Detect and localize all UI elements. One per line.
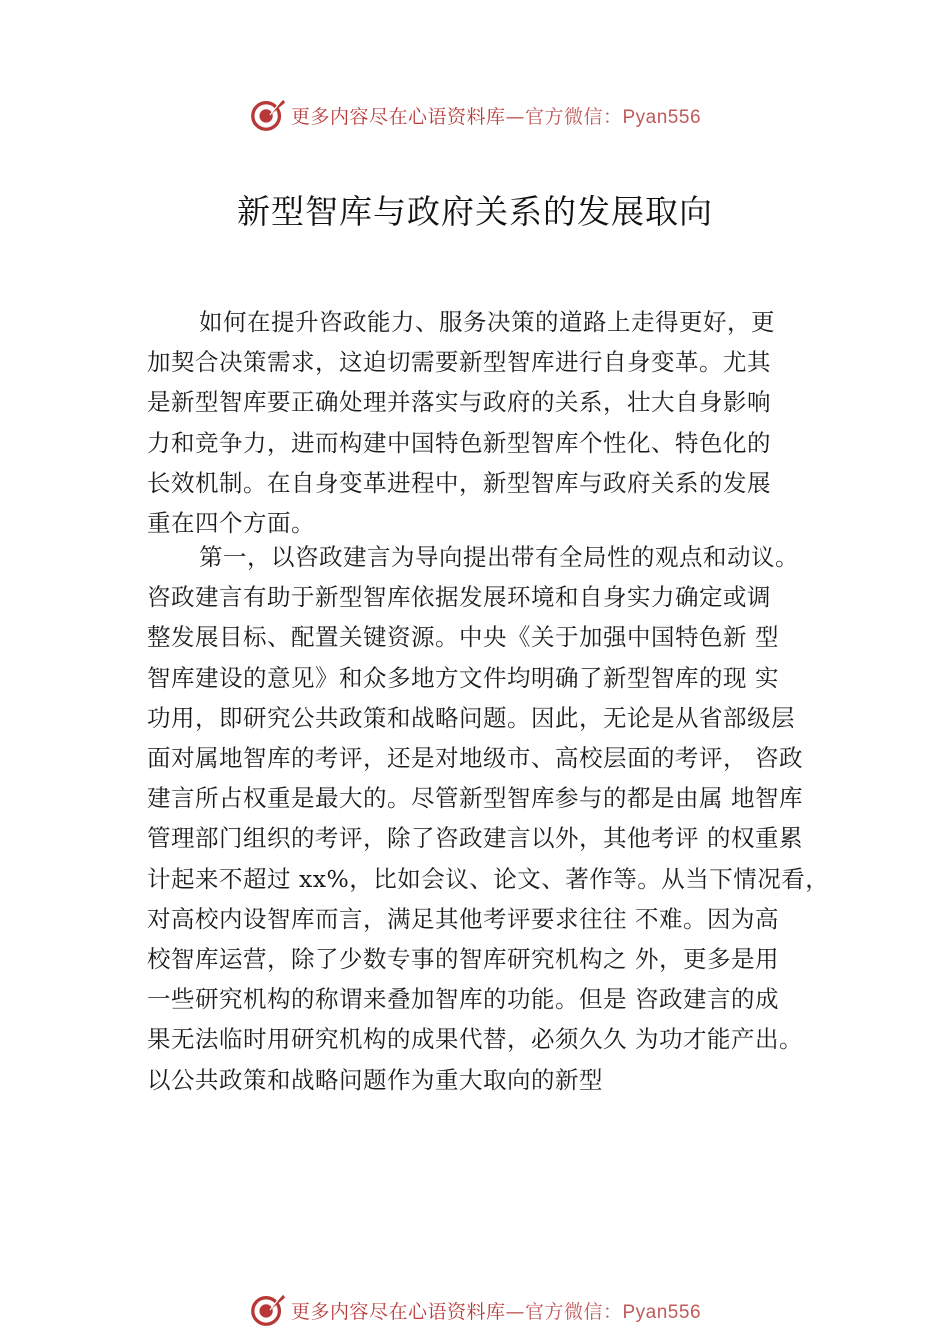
quill-pen-logo-icon bbox=[249, 96, 287, 134]
paragraph-line: 咨政建言有助于新型智库依据发展环境和自身实力确定或调 bbox=[147, 583, 771, 612]
footer-banner-text bbox=[291, 1297, 701, 1324]
paragraph-line: 面对属地智库的考评，还是对地级市、高校层面的考评， 咨政 bbox=[147, 744, 803, 773]
banner-wechat-id: Pyan556 bbox=[622, 106, 702, 128]
header-banner-text bbox=[291, 102, 701, 129]
quill-pen-logo-icon bbox=[249, 1291, 287, 1329]
paragraph-line: 第一，以咨政建言为导向提出带有全局性的观点和动议。 bbox=[199, 543, 799, 571]
banner-main-text: 更多内容尽在心语资料库 bbox=[290, 1300, 506, 1323]
paragraph-line: 对高校内设智库而言，满足其他考评要求往往 不难。因为高 bbox=[147, 904, 779, 933]
paragraph-line: 管理部门组织的考评，除了咨政建言以外，其他考评 的权重累 bbox=[147, 824, 803, 853]
paragraph-line: 力和竞争力，进而构建中国特色新型智库个性化、特色化的 bbox=[147, 428, 771, 457]
paragraph-line: 以公共政策和战略问题作为重大取向的新型 bbox=[147, 1065, 603, 1094]
paragraph-line: 如何在提升咨政能力、服务决策的道路上走得更好，更 bbox=[199, 308, 775, 336]
paragraph-line: 是新型智库要正确处理并落实与政府的关系，壮大自身影响 bbox=[147, 388, 771, 417]
paragraph-line: 校智库运营，除了少数专事的智库研究机构之 外，更多是用 bbox=[147, 945, 779, 974]
document-title: 新型智库与政府关系的发展取向 bbox=[237, 192, 713, 231]
banner-tail-text: —官方微信： bbox=[505, 1300, 623, 1323]
paragraph-line: 重在四个方面。 bbox=[147, 509, 315, 538]
footer-banner bbox=[0, 1291, 950, 1329]
paragraph-line: 智库建设的意见》和众多地方文件均明确了新型智库的现 实 bbox=[147, 663, 779, 692]
paragraph-line: 长效机制。在自身变革进程中，新型智库与政府关系的发展 bbox=[147, 468, 771, 497]
paragraph-line: 加契合决策需求，这迫切需要新型智库进行自身变革。尤其 bbox=[147, 348, 771, 377]
paragraph-line: 功用，即研究公共政策和战略问题。因此，无论是从省部级层 bbox=[147, 703, 795, 732]
banner-main-text: 更多内容尽在心语资料库 bbox=[290, 105, 506, 128]
paragraph-line: 果无法临时用研究机构的成果代替，必须久久 为功才能产出。 bbox=[147, 1025, 803, 1054]
body-paragraph-1 bbox=[147, 302, 775, 543]
header-banner bbox=[0, 96, 950, 134]
paragraph-line: 整发展目标、配置关键资源。中央《关于加强中国特色新 型 bbox=[147, 623, 779, 652]
paragraph-line: 建言所占权重是最大的。尽管新型智库参与的都是由属 地智库 bbox=[147, 784, 803, 813]
banner-wechat-id: Pyan556 bbox=[622, 1301, 702, 1323]
paragraph-line: 计起来不超过 xx%，比如会议、论文、著作等。从当下情况看， bbox=[147, 864, 830, 893]
paragraph-line: 一些研究机构的称谓来叠加智库的功能。但是 咨政建言的成 bbox=[147, 985, 779, 1014]
banner-tail-text: —官方微信： bbox=[505, 105, 623, 128]
body-paragraph-2 bbox=[147, 537, 829, 1100]
